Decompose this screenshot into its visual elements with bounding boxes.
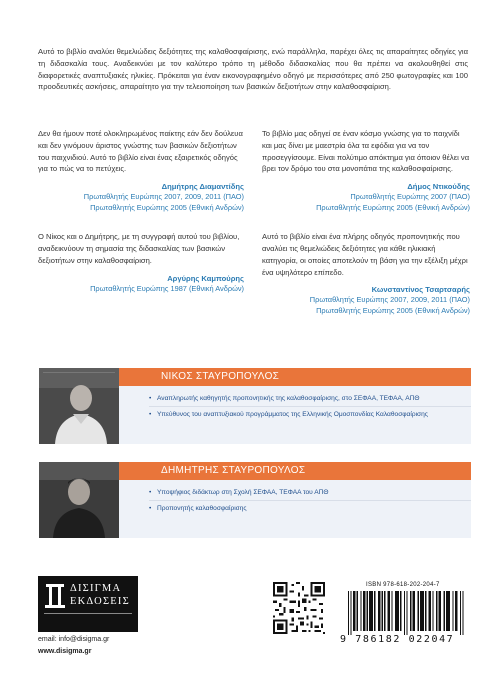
barcode-icon bbox=[348, 591, 466, 635]
credential-item: • Αναπληρωτής καθηγητής προπονητικής της καλαθοσφαίρισης, στο ΣΕΦΑΑ, ΤΕΦΑΑ, ΑΠΘ bbox=[149, 391, 471, 407]
author-name: ΝΙΚΟΣ ΣΤΑΥΡΟΠΟΥΛΟΣ bbox=[119, 368, 471, 386]
publisher-email: email: info@disigma.gr bbox=[38, 636, 110, 643]
quote-text: Το βιβλίο μας οδηγεί σε έναν κόσμο γνώσης για το παιχνίδι και μας δίνει με μαεστρία όλα τα εφόδια για να τον προσεγγίσουμε. Είναι πολύτιμο απόκτημα για όποιον θέλει να βρει τον δρόμο του στα μονοπάτια της καλαθοσφαίρισης. bbox=[262, 129, 470, 174]
disigma-logo-icon bbox=[44, 582, 66, 610]
quote-credential: Πρωταθλητής Ευρώπης 2005 (Εθνική Ανδρών) bbox=[316, 305, 470, 315]
quote-credential: Πρωταθλητής Ευρώπης 2005 (Εθνική Ανδρών) bbox=[90, 202, 244, 212]
quote-signature bbox=[38, 273, 244, 295]
author-photo bbox=[39, 368, 119, 444]
author-bio bbox=[39, 368, 471, 444]
isbn-label: ISBN 978-618-202-204-7 bbox=[366, 582, 440, 588]
publisher-logo bbox=[38, 576, 138, 632]
quote-signature bbox=[38, 181, 244, 213]
quote-credential: Πρωταθλητής Ευρώπης 2007, 2009, 2011 (ΠΑΟ) bbox=[83, 192, 244, 202]
quote-text: Δεν θα ήμουν ποτέ ολοκληρωμένος παίκτης εάν δεν δούλευα και δεν γινόμουν άριστος γνώστης των βασικών δεξιοτήτων του παιχνιδιού. Αυτό το βιβλίο είναι ένας εξαιρετικός οδηγός για το πώς να το πετύχεις. bbox=[38, 129, 243, 174]
quote-text: Αυτό το βιβλίο είναι ένα πλήρης οδηγός προπονητικής που αναλύει τις θεμελιώδεις δεξιότητες για κάθε ηλικιακή κατηγορία, οι οποίες αποτελούν τη βάση για την εξέλιξη μέχρι ένα υψηλότερο επίπεδο. bbox=[262, 232, 468, 277]
author-name: ΔΗΜΗΤΡΗΣ ΣΤΑΥΡΟΠΟΥΛΟΣ bbox=[119, 462, 471, 480]
quote-credential: Πρωταθλητής Ευρώπης 2007, 2009, 2011 (ΠΑΟ) bbox=[309, 295, 470, 305]
quotes-right-column bbox=[262, 128, 470, 316]
quote-block bbox=[38, 128, 244, 213]
quotes-left-column bbox=[38, 128, 244, 294]
publisher-subtitle: ΕΚΔΟΣΕΙΣ bbox=[70, 596, 130, 607]
quote-author: Δημήτρης Διαμαντίδης bbox=[161, 182, 244, 192]
quote-author: Αργύρης Καμπούρης bbox=[167, 273, 244, 283]
credential-item: • Υποψήφιος διδάκτωρ στη Σχολή ΣΕΦΑΑ, ΤΕΦΑΑ του ΑΠΘ bbox=[149, 485, 471, 501]
isbn-barcode bbox=[340, 582, 468, 648]
quote-block bbox=[262, 128, 470, 213]
quote-credential: Πρωταθλητής Ευρώπης 2005 (Εθνική Ανδρών) bbox=[316, 202, 470, 212]
quote-author: Κωνσταντίνος Τσαρτσαρής bbox=[371, 285, 470, 295]
author-bio bbox=[39, 462, 471, 538]
quote-text: Ο Νίκος και ο Δημήτρης, με τη συγγραφή αυτού του βιβλίου, αναδεικνύουν τη σημασία της διδασκαλίας των βασικών δεξιοτήτων στην καλαθοσφαίριση. bbox=[38, 232, 240, 265]
quote-block bbox=[38, 231, 244, 294]
intro-paragraph: Αυτό το βιβλίο αναλύει θεμελιώδεις δεξιότητες της καλαθοσφαίρισης, ενώ παράλληλα, παρέχει όλες τις απαραίτητες οδηγίες για τη διδασκαλία τους. Αναδεικνύει με τον καλύτερο τρόπο τη μέθοδο διδασκαλίας που θα πρέπει να ακολουθηθεί στις διαφορετικές αναπτυξιακές ηλικίες. Πρόκειται για έναν εικονογραφημένο οδηγό με περισσότερες από 250 φωτογραφίες και 100 προοδευτικές ασκήσεις, απαραίτητο για την τελειοποίηση των βασικών δεξιοτήτων στην καλαθοσφαίριση. bbox=[38, 47, 468, 92]
quote-signature bbox=[262, 284, 470, 316]
quote-credential: Πρωταθλητής Ευρώπης 1987 (Εθνική Ανδρών) bbox=[90, 283, 244, 293]
quote-author: Δήμος Ντικούδης bbox=[407, 182, 470, 192]
isbn-digits: 9 786182 022047 bbox=[340, 634, 455, 645]
author-credentials bbox=[119, 480, 471, 538]
credential-item: • Προπονητής καλαθοσφαίρισης bbox=[149, 505, 247, 512]
publisher-name: ΔΙΣΙΓΜΑ bbox=[70, 583, 122, 594]
credential-item: • Υπεύθυνος του αναπτυξιακού προγράμματος της Ελληνικής Ομοσπονδίας Καλαθοσφαίρισης bbox=[149, 411, 428, 418]
quote-signature bbox=[262, 181, 470, 213]
author-photo bbox=[39, 462, 119, 538]
quote-credential: Πρωταθλητής Ευρώπης 2007 (ΠΑΟ) bbox=[350, 192, 470, 202]
publisher-website: www.disigma.gr bbox=[38, 648, 92, 655]
quote-block bbox=[262, 231, 470, 316]
qr-code-icon bbox=[273, 582, 325, 634]
author-credentials bbox=[119, 386, 471, 444]
